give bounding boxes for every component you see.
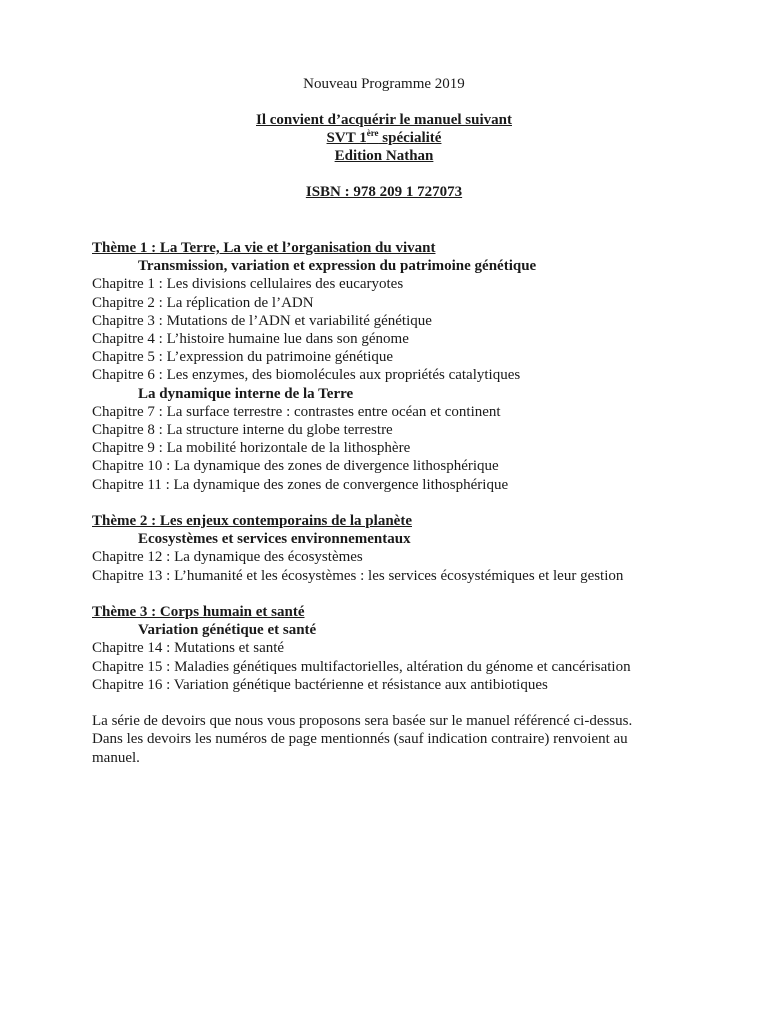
program-title: Nouveau Programme 2019 (303, 76, 465, 92)
notice-line: manuel. (92, 749, 140, 766)
chapter-item: Chapitre 9 : La mobilité horizontale de la lithosphère (92, 440, 411, 457)
chapter-item: Chapitre 12 : La dynamique des écosystèmes (92, 549, 363, 566)
manual-subject (0, 130, 768, 147)
chapter-item: Chapitre 1 : Les divisions cellulaires des eucaryotes (92, 276, 404, 293)
notice-line: La série de devoirs que nous vous proposons sera basée sur le manuel référencé ci-dessus. (92, 713, 633, 729)
chapter-item: Chapitre 2 : La réplication de l’ADN (92, 294, 314, 311)
theme-2 (92, 512, 623, 585)
chapter-item: Chapitre 4 : L’histoire humaine lue dans son génome (92, 331, 409, 348)
chapter-item: Chapitre 3 : Mutations de l’ADN et variabilité génétique (92, 312, 432, 329)
manual-intro: Il convient d’acquérir le manuel suivant (256, 112, 512, 128)
chapter-item: Chapitre 14 : Mutations et santé (92, 640, 285, 657)
isbn: ISBN : 978 209 1 727073 (305, 184, 463, 200)
chapter-item: Chapitre 7 : La surface terrestre : contrastes entre océan et continent (92, 403, 501, 420)
chapter-item: Chapitre 6 : Les enzymes, des biomolécules aux propriétés catalytiques (92, 367, 521, 384)
section-subtitle: Ecosystèmes et services environnementaux (138, 531, 411, 548)
theme-title: Thème 2 : Les enjeux contemporains de la planète (92, 513, 412, 529)
manual-subject-suffix: spécialité (378, 130, 442, 146)
chapter-item: Chapitre 15 : Maladies génétiques multifactorielles, altération du génome et cancérisation (92, 658, 631, 675)
chapter-item: Chapitre 13 : L’humanité et les écosystèmes : les services écosystémiques et leur gestion (92, 567, 624, 584)
theme-3 (92, 603, 631, 694)
theme-title: Thème 1 : La Terre, La vie et l’organisation du vivant (92, 240, 436, 256)
chapter-item: Chapitre 11 : La dynamique des zones de convergence lithosphérique (92, 476, 509, 493)
notice-paragraph (92, 712, 662, 767)
chapter-item: Chapitre 8 : La structure interne du globe terrestre (92, 422, 393, 439)
chapter-item: Chapitre 16 : Variation génétique bactérienne et résistance aux antibiotiques (92, 676, 548, 693)
theme-1 (92, 239, 536, 494)
manual-subject-prefix: SVT 1 (326, 130, 367, 146)
manual-publisher: Edition Nathan (334, 148, 434, 164)
section-subtitle: Variation génétique et santé (138, 622, 317, 639)
section-subtitle: La dynamique interne de la Terre (138, 385, 354, 402)
theme-title: Thème 3 : Corps humain et santé (92, 604, 305, 620)
notice-line: Dans les devoirs les numéros de page mentionnés (sauf indication contraire) renvoient au (92, 731, 628, 748)
manual-subject-sup: ère (366, 128, 379, 138)
chapter-item: Chapitre 5 : L’expression du patrimoine génétique (92, 349, 394, 366)
section-subtitle: Transmission, variation et expression du patrimoine génétique (138, 258, 537, 275)
chapter-item: Chapitre 10 : La dynamique des zones de divergence lithosphérique (92, 458, 499, 475)
